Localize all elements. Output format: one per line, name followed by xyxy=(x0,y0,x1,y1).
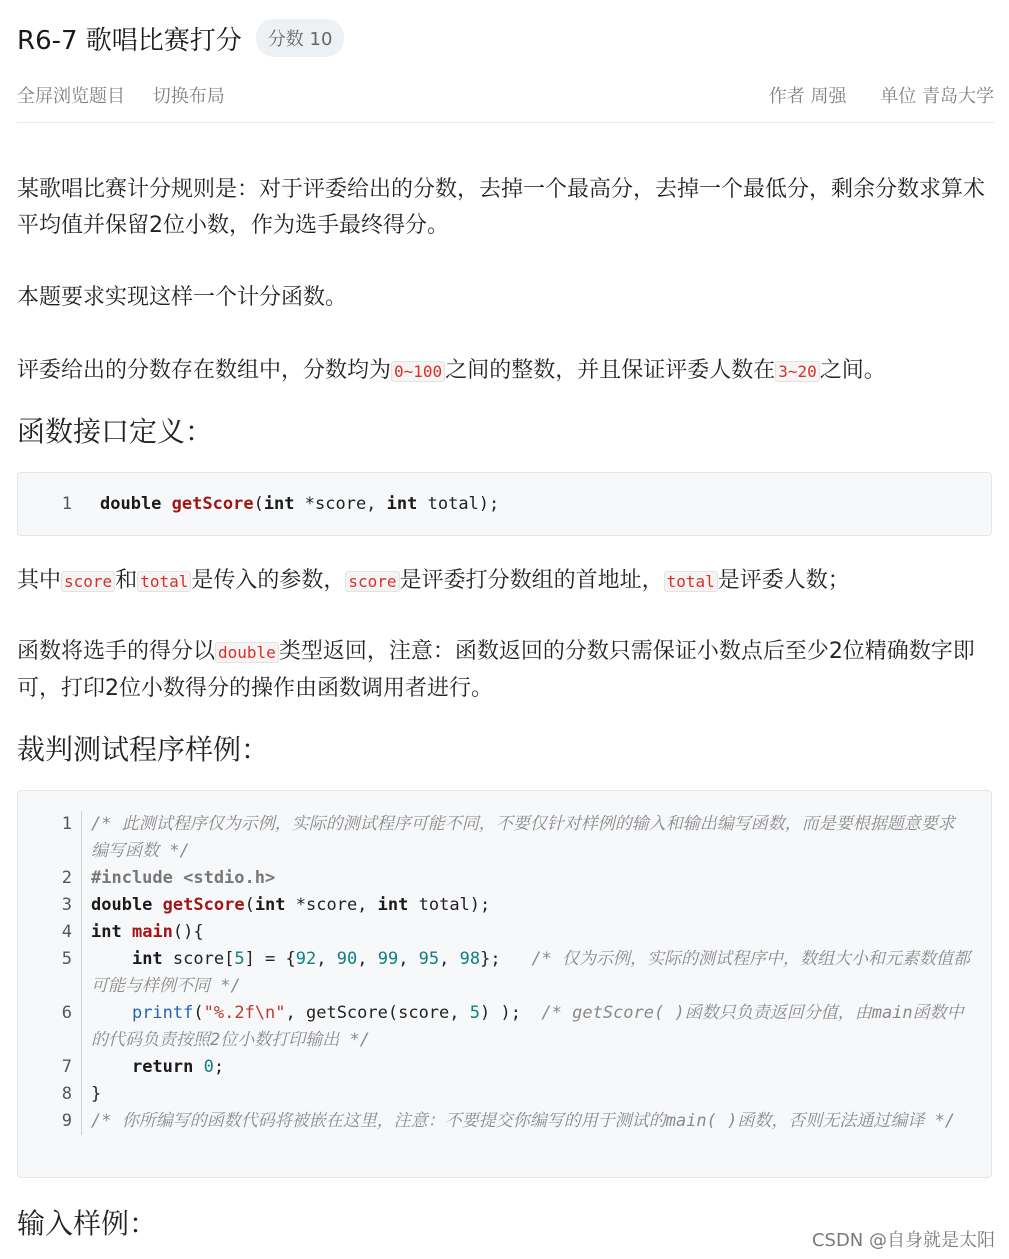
code-preprocessor: #include <stdio.h> xyxy=(91,868,276,888)
inline-code-score: score xyxy=(61,571,115,592)
code-punct: *score, xyxy=(294,494,387,514)
code-number: 99 xyxy=(377,949,399,969)
kw-double: double xyxy=(100,494,162,514)
code-line xyxy=(18,892,991,919)
return-text-b: 类型返回，注意：函数返回的分数只需保证小数点后至少2位精确数字即可，打印2位小数得分的操作由函数调用者进行。 xyxy=(17,639,975,701)
code-punct: score[ xyxy=(162,949,235,969)
code-punct: , xyxy=(316,949,337,969)
paragraph-return xyxy=(17,634,994,707)
kw-int: int xyxy=(131,949,163,969)
code-punct: ; xyxy=(213,1057,225,1077)
meta-actions xyxy=(17,82,247,108)
judge-code-block xyxy=(17,790,992,1178)
unit-label: 单位 青岛大学 xyxy=(880,86,994,107)
params-text-e: 是评委人数； xyxy=(717,568,850,593)
code-comment: /* 此测试程序仅为示例，实际的测试程序可能不同，不要仅针对样例的输入和输出编写函数，而是要根据题意要求编写函数 */ xyxy=(91,814,955,861)
code-number: 0 xyxy=(203,1057,214,1077)
code-text xyxy=(82,946,991,1000)
heading-input-sample: 输入样例： xyxy=(17,1207,158,1240)
kw-int: int xyxy=(254,895,286,915)
line-number: 2 xyxy=(61,868,72,888)
code-punct: (){ xyxy=(172,922,204,942)
code-punct: , xyxy=(357,949,378,969)
code-punct: , xyxy=(398,949,419,969)
line-number: 7 xyxy=(61,1057,72,1077)
code-punct: ) ); xyxy=(480,1003,542,1023)
kw-double: double xyxy=(91,895,153,915)
line-number: 4 xyxy=(61,922,72,942)
line-number: 1 xyxy=(61,494,72,514)
code-punct: ] = { xyxy=(244,949,296,969)
switch-layout-link[interactable]: 切换布局 xyxy=(152,86,225,107)
heading-judge-program: 裁判测试程序样例： xyxy=(17,733,270,766)
params-text-a: 其中 xyxy=(17,568,62,593)
meta-info xyxy=(741,82,994,108)
code-punct: ( xyxy=(193,1003,204,1023)
range-text-c: 之间。 xyxy=(819,358,886,383)
params-text-b: 和 xyxy=(115,568,138,593)
code-text xyxy=(82,892,991,919)
interface-code-block xyxy=(17,472,992,536)
code-number: 92 xyxy=(295,949,317,969)
paragraph-range xyxy=(17,353,994,390)
params-text-d: 是评委打分数组的首地址， xyxy=(399,568,664,593)
inline-code-double: double xyxy=(215,642,279,663)
code-line xyxy=(18,491,991,518)
problem-title: R6-7 歌唱比赛打分 xyxy=(17,25,242,56)
line-number: 8 xyxy=(61,1084,72,1104)
kw-int: int xyxy=(91,922,122,942)
range-text-b: 之间的整数，并且保证评委人数在 xyxy=(445,358,776,383)
inline-code-total: total xyxy=(664,571,718,592)
code-text: } xyxy=(91,1084,102,1104)
code-number: 5 xyxy=(234,949,245,969)
fn-getscore: getScore xyxy=(162,895,245,915)
code-line xyxy=(18,1000,991,1054)
heading-interface: 函数接口定义： xyxy=(17,415,214,448)
code-line xyxy=(18,1081,991,1108)
code-punct: total); xyxy=(417,494,500,514)
line-number: 3 xyxy=(61,895,72,915)
code-punct: ( xyxy=(253,494,264,514)
fn-printf: printf xyxy=(131,1003,194,1023)
code-number: 90 xyxy=(336,949,358,969)
code-comment: /* 你所编写的函数代码将被嵌在这里，注意：不要提交你编写的用于测试的main( )函数，否则无法通过编译 */ xyxy=(91,1111,956,1131)
code-punct: total); xyxy=(408,895,491,915)
code-text xyxy=(82,1054,991,1081)
line-number: 1 xyxy=(61,814,72,834)
code-space xyxy=(193,1057,203,1077)
kw-int: int xyxy=(386,494,418,514)
code-line xyxy=(18,919,991,946)
code-comment: /* getScore( )函数只负责返回分值，由main函数中的代码负责按照2位小数打印输出 */ xyxy=(91,1003,964,1050)
code-line xyxy=(18,946,991,1000)
inline-code-score-range: 0~100 xyxy=(391,361,445,382)
code-punct: }; xyxy=(480,949,532,969)
fullscreen-link[interactable]: 全屏浏览题目 xyxy=(17,86,125,107)
code-punct: ( xyxy=(244,895,255,915)
line-number: 6 xyxy=(61,1003,72,1023)
code-line xyxy=(18,811,991,865)
code-text xyxy=(82,1000,991,1054)
paragraph-rules: 某歌唱比赛计分规则是：对于评委给出的分数，去掉一个最高分，去掉一个最低分，剩余分数求算术平均值并保留2位小数，作为选手最终得分。 xyxy=(17,177,986,238)
score-badge: 分数 10 xyxy=(256,19,345,57)
header-divider xyxy=(17,122,994,123)
params-text-c: 是传入的参数， xyxy=(191,568,346,593)
meta-row xyxy=(17,80,994,108)
line-number: 5 xyxy=(61,949,72,969)
code-indent xyxy=(91,1057,132,1077)
code-text xyxy=(82,919,991,946)
code-string: "%.2f\n" xyxy=(203,1003,286,1023)
line-number: 9 xyxy=(61,1111,72,1131)
author-label: 作者 周强 xyxy=(768,86,847,107)
inline-code-score: score xyxy=(345,571,399,592)
code-number: 95 xyxy=(418,949,440,969)
code-indent xyxy=(91,1003,132,1023)
title-row xyxy=(17,18,344,58)
paragraph-params xyxy=(17,563,994,600)
code-line xyxy=(18,865,991,892)
range-text-a: 评委给出的分数存在数组中，分数均为 xyxy=(17,358,392,383)
return-text-a: 函数将选手的得分以 xyxy=(17,639,216,664)
kw-int: int xyxy=(263,494,295,514)
code-text xyxy=(81,491,991,518)
csdn-watermark: CSDN @自身就是太阳 xyxy=(811,1230,995,1251)
paragraph-task: 本题要求实现这样一个计分函数。 xyxy=(17,285,348,310)
fn-getscore: getScore xyxy=(171,494,254,514)
fn-main: main xyxy=(131,922,173,942)
code-punct: , xyxy=(439,949,460,969)
kw-return: return xyxy=(131,1057,194,1077)
inline-code-total: total xyxy=(137,571,191,592)
code-indent xyxy=(91,949,132,969)
code-number: 5 xyxy=(469,1003,480,1023)
code-comment: /* 仅为示例，实际的测试程序中，数组大小和元素数值都可能与样例不同 */ xyxy=(91,949,971,996)
code-punct: , getScore(score, xyxy=(285,1003,470,1023)
kw-int: int xyxy=(377,895,409,915)
code-number: 98 xyxy=(459,949,481,969)
code-line xyxy=(18,1054,991,1081)
inline-code-judge-range: 3~20 xyxy=(775,361,820,382)
code-punct: *score, xyxy=(285,895,378,915)
code-line xyxy=(18,1108,991,1135)
